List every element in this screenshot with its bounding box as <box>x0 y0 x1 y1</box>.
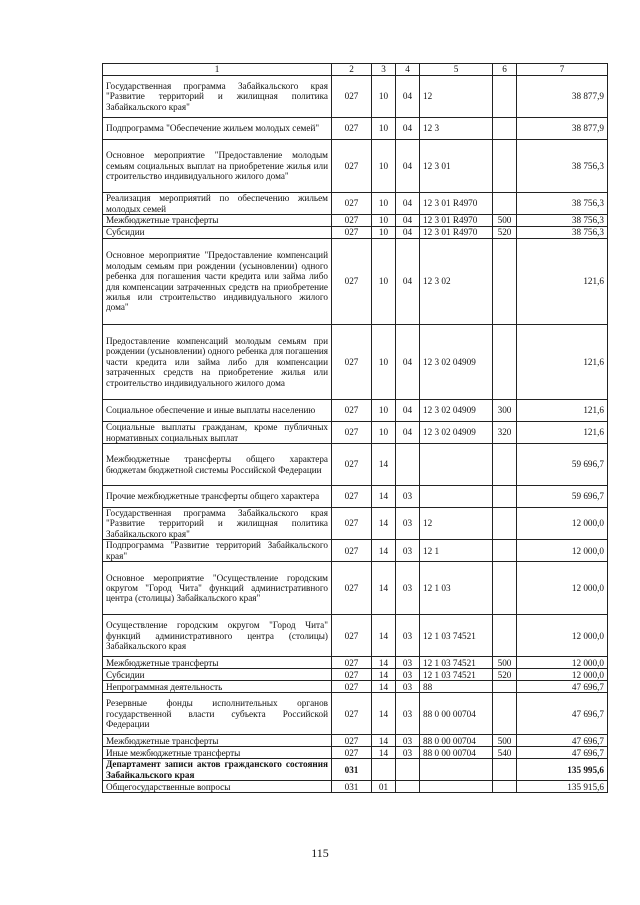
amount-cell: 12 000,0 <box>517 508 608 540</box>
expense-type-cell <box>493 759 517 781</box>
table-row <box>103 615 608 657</box>
amount-cell: 121,6 <box>517 422 608 444</box>
section-code-cell: 14 <box>372 615 396 657</box>
expense-type-cell: 300 <box>493 400 517 422</box>
amount-cell: 135 995,6 <box>517 759 608 781</box>
table-row <box>103 422 608 444</box>
table-body <box>103 76 608 793</box>
admin-code-cell: 027 <box>332 193 372 215</box>
expense-type-cell <box>493 444 517 486</box>
row-name-cell: Межбюджетные трансферты общего характера бюджетам бюджетной системы Российской Федерации <box>103 444 332 486</box>
amount-cell: 38 877,9 <box>517 76 608 118</box>
table-header-row <box>103 64 608 76</box>
expense-type-cell: 320 <box>493 422 517 444</box>
subsection-code-cell: 03 <box>396 540 420 562</box>
amount-cell: 47 696,7 <box>517 747 608 759</box>
expense-type-cell <box>493 76 517 118</box>
admin-code-cell: 027 <box>332 657 372 669</box>
table-row <box>103 239 608 325</box>
subsection-code-cell: 03 <box>396 486 420 508</box>
expense-type-cell <box>493 508 517 540</box>
expense-type-cell <box>493 486 517 508</box>
admin-code-cell: 031 <box>332 759 372 781</box>
expense-type-cell <box>493 140 517 193</box>
target-article-cell: 12 3 01 <box>420 140 493 193</box>
subsection-code-cell: 03 <box>396 508 420 540</box>
admin-code-cell: 027 <box>332 325 372 400</box>
admin-code-cell: 031 <box>332 781 372 793</box>
subsection-code-cell <box>396 444 420 486</box>
section-code-cell: 10 <box>372 215 396 227</box>
target-article-cell: 12 3 <box>420 118 493 140</box>
row-name-cell: Социальные выплаты гражданам, кроме публичных нормативных социальных выплат <box>103 422 332 444</box>
amount-cell: 12 000,0 <box>517 669 608 681</box>
table-row <box>103 669 608 681</box>
target-article-cell <box>420 486 493 508</box>
row-name-cell: Межбюджетные трансферты <box>103 215 332 227</box>
amount-cell: 38 756,3 <box>517 193 608 215</box>
expense-type-cell <box>493 562 517 615</box>
amount-cell: 59 696,7 <box>517 486 608 508</box>
target-article-cell: 12 1 03 74521 <box>420 669 493 681</box>
target-article-cell: 12 1 03 74521 <box>420 657 493 669</box>
row-name-cell: Межбюджетные трансферты <box>103 735 332 747</box>
amount-cell: 121,6 <box>517 400 608 422</box>
row-name-cell: Субсидии <box>103 669 332 681</box>
expense-type-cell <box>493 239 517 325</box>
section-code-cell: 10 <box>372 118 396 140</box>
table-row <box>103 759 608 781</box>
section-code-cell: 14 <box>372 562 396 615</box>
subsection-code-cell: 03 <box>396 693 420 735</box>
subsection-code-cell: 03 <box>396 657 420 669</box>
target-article-cell: 12 1 03 <box>420 562 493 615</box>
subsection-code-cell: 03 <box>396 681 420 693</box>
amount-cell: 47 696,7 <box>517 681 608 693</box>
target-article-cell: 12 <box>420 508 493 540</box>
table-row <box>103 735 608 747</box>
subsection-code-cell: 03 <box>396 735 420 747</box>
amount-cell: 38 756,3 <box>517 227 608 239</box>
expense-type-cell: 520 <box>493 669 517 681</box>
target-article-cell <box>420 759 493 781</box>
column-header: 4 <box>396 64 420 76</box>
amount-cell: 121,6 <box>517 239 608 325</box>
section-code-cell: 14 <box>372 681 396 693</box>
section-code-cell: 10 <box>372 193 396 215</box>
amount-cell: 59 696,7 <box>517 444 608 486</box>
target-article-cell: 12 3 01 R4970 <box>420 227 493 239</box>
row-name-cell: Подпрограмма "Развитие территорий Забайкальского края" <box>103 540 332 562</box>
subsection-code-cell <box>396 759 420 781</box>
row-name-cell: Межбюджетные трансферты <box>103 657 332 669</box>
table-row <box>103 681 608 693</box>
row-name-cell: Основное мероприятие "Предоставление компенсаций молодым семьям при рождении (усыновлении) одного ребенка для погашения части кредита или займа либо для компенсации затраченных средств на приобретение жилья или строительство индивидуального жилого дома" <box>103 239 332 325</box>
admin-code-cell: 027 <box>332 444 372 486</box>
subsection-code-cell: 04 <box>396 76 420 118</box>
row-name-cell: Непрограммная деятельность <box>103 681 332 693</box>
section-code-cell: 14 <box>372 693 396 735</box>
section-code-cell: 14 <box>372 735 396 747</box>
expense-type-cell: 500 <box>493 215 517 227</box>
section-code-cell: 14 <box>372 540 396 562</box>
expense-type-cell: 500 <box>493 735 517 747</box>
column-header: 3 <box>372 64 396 76</box>
section-code-cell: 14 <box>372 486 396 508</box>
expense-type-cell <box>493 681 517 693</box>
target-article-cell <box>420 781 493 793</box>
expense-type-cell <box>493 118 517 140</box>
admin-code-cell: 027 <box>332 227 372 239</box>
admin-code-cell: 027 <box>332 540 372 562</box>
row-name-cell: Департамент записи актов гражданского состояния Забайкальского края <box>103 759 332 781</box>
target-article-cell: 88 <box>420 681 493 693</box>
row-name-cell: Основное мероприятие "Предоставление молодым семьям социальных выплат на приобретение жилья или строительство индивидуального жилого дома" <box>103 140 332 193</box>
target-article-cell: 12 1 03 74521 <box>420 615 493 657</box>
target-article-cell <box>420 444 493 486</box>
section-code-cell: 10 <box>372 325 396 400</box>
admin-code-cell: 027 <box>332 400 372 422</box>
admin-code-cell: 027 <box>332 669 372 681</box>
target-article-cell: 88 0 00 00704 <box>420 747 493 759</box>
target-article-cell: 12 3 02 <box>420 239 493 325</box>
amount-cell: 38 756,3 <box>517 140 608 193</box>
row-name-cell: Субсидии <box>103 227 332 239</box>
subsection-code-cell: 04 <box>396 227 420 239</box>
admin-code-cell: 027 <box>332 693 372 735</box>
section-code-cell: 14 <box>372 669 396 681</box>
admin-code-cell: 027 <box>332 215 372 227</box>
expense-type-cell <box>493 615 517 657</box>
subsection-code-cell: 04 <box>396 325 420 400</box>
subsection-code-cell: 04 <box>396 118 420 140</box>
expense-type-cell <box>493 325 517 400</box>
section-code-cell: 14 <box>372 444 396 486</box>
admin-code-cell: 027 <box>332 615 372 657</box>
row-name-cell: Общегосударственные вопросы <box>103 781 332 793</box>
row-name-cell: Осуществление городским округом "Город Чита" функций административного центра (столицы) Забайкальского края <box>103 615 332 657</box>
admin-code-cell: 027 <box>332 140 372 193</box>
admin-code-cell: 027 <box>332 562 372 615</box>
table-row <box>103 118 608 140</box>
target-article-cell: 12 3 02 04909 <box>420 422 493 444</box>
section-code-cell: 14 <box>372 747 396 759</box>
table-row <box>103 227 608 239</box>
table-row <box>103 747 608 759</box>
row-name-cell: Государственная программа Забайкальского края "Развитие территорий и жилищная политика Забайкальского края" <box>103 76 332 118</box>
admin-code-cell: 027 <box>332 422 372 444</box>
subsection-code-cell: 04 <box>396 193 420 215</box>
column-header: 2 <box>332 64 372 76</box>
section-code-cell <box>372 759 396 781</box>
expense-type-cell <box>493 540 517 562</box>
subsection-code-cell: 03 <box>396 669 420 681</box>
amount-cell: 121,6 <box>517 325 608 400</box>
subsection-code-cell: 03 <box>396 615 420 657</box>
subsection-code-cell: 04 <box>396 422 420 444</box>
amount-cell: 135 915,6 <box>517 781 608 793</box>
amount-cell: 38 877,9 <box>517 118 608 140</box>
table-row <box>103 193 608 215</box>
admin-code-cell: 027 <box>332 735 372 747</box>
target-article-cell: 12 3 02 04909 <box>420 325 493 400</box>
table-row <box>103 140 608 193</box>
section-code-cell: 14 <box>372 508 396 540</box>
row-name-cell: Предоставление компенсаций молодым семьям при рождении (усыновлении) одного ребенка для погашения части кредита или займа либо для компенсации затраченных средств на приобретение жилья или строительство индивидуального жилого дома <box>103 325 332 400</box>
expense-type-cell: 520 <box>493 227 517 239</box>
subsection-code-cell: 04 <box>396 215 420 227</box>
row-name-cell: Иные межбюджетные трансферты <box>103 747 332 759</box>
row-name-cell: Государственная программа Забайкальского края "Развитие территорий и жилищная политика Забайкальского края" <box>103 508 332 540</box>
table-row <box>103 400 608 422</box>
row-name-cell: Подпрограмма "Обеспечение жильем молодых семей" <box>103 118 332 140</box>
admin-code-cell: 027 <box>332 239 372 325</box>
section-code-cell: 10 <box>372 140 396 193</box>
subsection-code-cell <box>396 781 420 793</box>
row-name-cell: Социальное обеспечение и иные выплаты населению <box>103 400 332 422</box>
target-article-cell: 12 <box>420 76 493 118</box>
column-header: 6 <box>493 64 517 76</box>
target-article-cell: 12 3 02 04909 <box>420 400 493 422</box>
admin-code-cell: 027 <box>332 681 372 693</box>
target-article-cell: 88 0 00 00704 <box>420 693 493 735</box>
budget-table <box>102 63 608 793</box>
admin-code-cell: 027 <box>332 76 372 118</box>
table-row <box>103 325 608 400</box>
admin-code-cell: 027 <box>332 508 372 540</box>
subsection-code-cell: 03 <box>396 747 420 759</box>
column-header: 7 <box>517 64 608 76</box>
table-row <box>103 215 608 227</box>
section-code-cell: 10 <box>372 76 396 118</box>
row-name-cell: Реализация мероприятий по обеспечению жильем молодых семей <box>103 193 332 215</box>
row-name-cell: Основное мероприятие "Осуществление городским округом "Город Чита" функций административного центра (столицы) Забайкальского края" <box>103 562 332 615</box>
subsection-code-cell: 04 <box>396 400 420 422</box>
section-code-cell: 10 <box>372 239 396 325</box>
subsection-code-cell: 04 <box>396 239 420 325</box>
amount-cell: 47 696,7 <box>517 693 608 735</box>
admin-code-cell: 027 <box>332 747 372 759</box>
amount-cell: 12 000,0 <box>517 562 608 615</box>
admin-code-cell: 027 <box>332 486 372 508</box>
column-header: 1 <box>103 64 332 76</box>
expense-type-cell <box>493 193 517 215</box>
table-row <box>103 508 608 540</box>
row-name-cell: Прочие межбюджетные трансферты общего характера <box>103 486 332 508</box>
section-code-cell: 10 <box>372 422 396 444</box>
table-row <box>103 657 608 669</box>
section-code-cell: 14 <box>372 657 396 669</box>
expense-type-cell <box>493 781 517 793</box>
table-row <box>103 540 608 562</box>
column-header: 5 <box>420 64 493 76</box>
row-name-cell: Резервные фонды исполнительных органов государственной власти субъекта Российской Федерации <box>103 693 332 735</box>
amount-cell: 12 000,0 <box>517 657 608 669</box>
section-code-cell: 01 <box>372 781 396 793</box>
table-row <box>103 781 608 793</box>
page-number: 115 <box>311 846 329 860</box>
target-article-cell: 88 0 00 00704 <box>420 735 493 747</box>
table-row <box>103 562 608 615</box>
admin-code-cell: 027 <box>332 118 372 140</box>
target-article-cell: 12 1 <box>420 540 493 562</box>
expense-type-cell: 540 <box>493 747 517 759</box>
amount-cell: 47 696,7 <box>517 735 608 747</box>
amount-cell: 12 000,0 <box>517 615 608 657</box>
section-code-cell: 10 <box>372 227 396 239</box>
expense-type-cell: 500 <box>493 657 517 669</box>
expense-type-cell <box>493 693 517 735</box>
subsection-code-cell: 03 <box>396 562 420 615</box>
subsection-code-cell: 04 <box>396 140 420 193</box>
table-row <box>103 444 608 486</box>
table-row <box>103 693 608 735</box>
table-row <box>103 486 608 508</box>
amount-cell: 38 756,3 <box>517 215 608 227</box>
table-row <box>103 76 608 118</box>
target-article-cell: 12 3 01 R4970 <box>420 215 493 227</box>
target-article-cell: 12 3 01 R4970 <box>420 193 493 215</box>
section-code-cell: 10 <box>372 400 396 422</box>
amount-cell: 12 000,0 <box>517 540 608 562</box>
